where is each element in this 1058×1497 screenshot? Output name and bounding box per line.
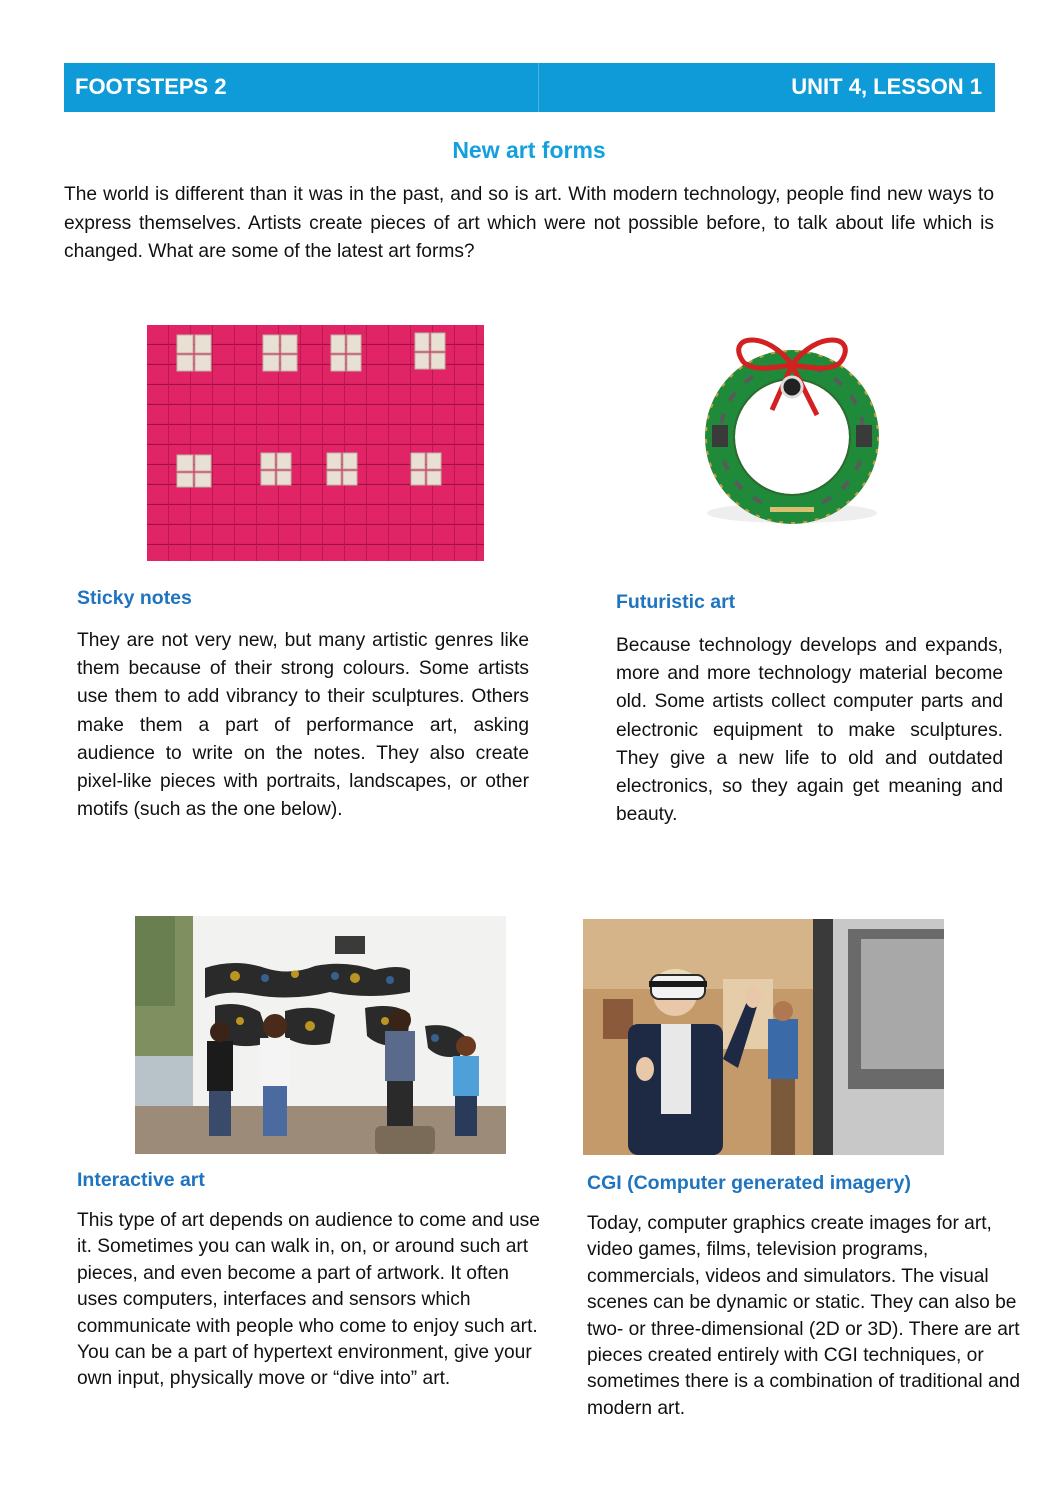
cgi-text: Today, computer graphics create images for art, video games, films, television programs, commercials, videos and simulators. The visual scenes can be dynamic or static. They can also be two- or three-dimensional (2D or 3D). There are art pieces created entirely with CGI techniques, or sometimes there is a combination of traditional and modern art. [587,1213,1021,1419]
sticky-notes-heading: Sticky notes [77,587,192,609]
header-bar [64,63,995,112]
interactive-art-photo [135,916,506,1154]
page-title: New art forms [452,137,606,163]
futuristic-art-heading: Futuristic art [616,591,736,613]
header-course: FOOTSTEPS 2 [75,74,227,99]
vr-gallery-photo [583,919,944,1155]
sticky-notes-text: They are not very new, but many artistic genres like them because of their strong colours. Some artists use them to add vibrancy to their sculptures. Others make them a part of performance art, asking audience to write on the notes. They also create pixel-like pieces with portraits, landscapes, or other motifs (such as the one below). [77,630,529,821]
sticky-notes-photo [147,325,484,561]
futuristic-art-text: Because technology develops and expands, more and more technology material become old. Some artists collect computer parts and electronic equipment to make sculptures. They give a new life to old and outdated electronics, so they again get meaning and beauty. [616,635,1003,826]
interactive-art-heading: Interactive art [77,1169,205,1191]
interactive-art-text: This type of art depends on audience to come and use it. Sometimes you can walk in, on, or around such art pieces, and even become a part of artwork. It often uses computers, interfaces and sensors which communicate with people who come to enjoy such art. You can be a part of hypertext environment, give your own input, physically move or “dive into” art. [77,1210,540,1390]
cgi-heading: CGI (Computer generated imagery) [587,1172,911,1194]
intro-paragraph: The world is different than it was in the past, and so is art. With modern technology, people find new ways to express themselves. Artists create pieces of art which were not possible before, to talk about life which is changed. What are some of the latest art forms? [64,184,994,262]
header-divider [538,63,539,112]
header-unit: UNIT 4, LESSON 1 [791,74,982,99]
circuit-wreath-photo [672,325,912,535]
